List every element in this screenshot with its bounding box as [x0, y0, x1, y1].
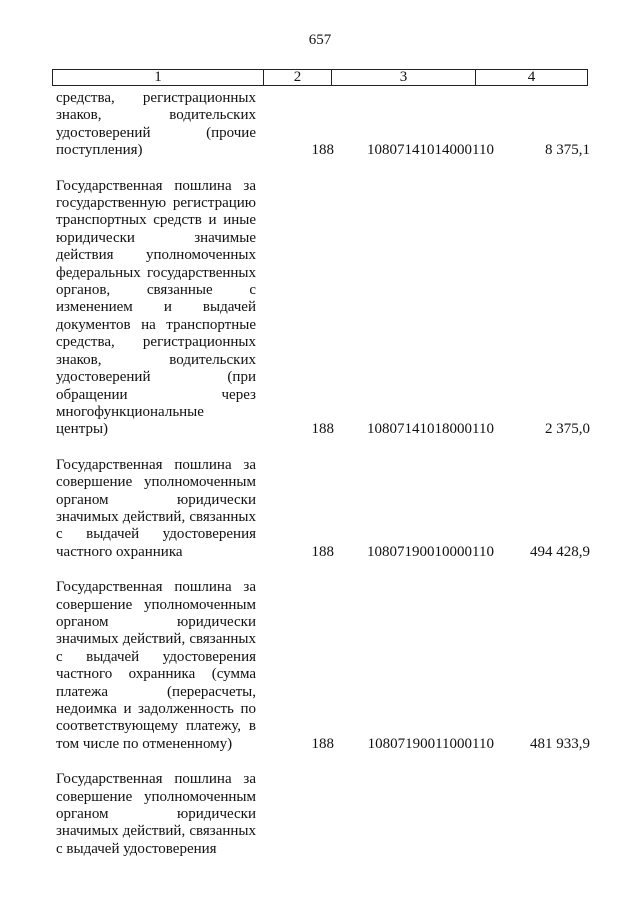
- column-header-1: 1: [53, 70, 264, 85]
- table-header-row: [52, 69, 588, 86]
- admin-code: 188: [311, 543, 334, 560]
- description-line: федеральных государственных: [56, 264, 256, 281]
- table-body: [56, 90, 590, 876]
- row-description: [56, 457, 256, 561]
- budget-classification-code: 10807190010000110: [367, 543, 494, 560]
- budget-classification-code: 10807141018000110: [367, 421, 494, 438]
- page-number: 657: [308, 32, 332, 48]
- description-line: частного охранника: [56, 543, 183, 560]
- row-description: [56, 771, 256, 858]
- description-line: многофункциональные: [56, 403, 204, 420]
- description-line: значимых действий, связанных: [56, 508, 256, 525]
- description-line: государственную регистрацию: [56, 195, 256, 212]
- description-line: с выдачей удостоверения: [56, 526, 256, 543]
- description-line: Государственная пошлина за: [56, 771, 256, 788]
- description-line: органов, связанные с: [56, 282, 256, 299]
- amount-value: 8 375,1: [545, 142, 590, 159]
- table-row: [56, 457, 590, 561]
- column-header-3: 3: [332, 70, 476, 85]
- description-line: удостоверений (при: [56, 369, 256, 386]
- description-line: органом юридически: [56, 613, 256, 630]
- budget-classification-code: 10807190011000110: [367, 735, 494, 752]
- description-line: Государственная пошлина за: [56, 456, 256, 473]
- description-line: частного охранника (сумма: [56, 666, 256, 683]
- table-row: [56, 178, 590, 439]
- row-description: [56, 579, 256, 753]
- description-line: том числе по отмененному): [56, 735, 233, 752]
- description-line: средства, регистрационных: [56, 90, 256, 106]
- admin-code: 188: [311, 735, 334, 752]
- description-line: значимых действий, связанных: [56, 823, 256, 840]
- description-line: с выдачей удостоверения: [56, 840, 217, 857]
- description-line: Государственная пошлина за: [56, 579, 256, 596]
- description-line: центры): [56, 421, 109, 438]
- amount-value: 494 428,9: [530, 543, 590, 560]
- description-line: совершение уполномоченным: [56, 474, 256, 491]
- amount-value: 2 375,0: [545, 421, 590, 438]
- amount-value: 481 933,9: [530, 735, 590, 752]
- table-row: [56, 90, 590, 160]
- description-line: совершение уполномоченным: [56, 788, 256, 805]
- description-line: транспортных средств и иные: [56, 212, 256, 229]
- description-line: совершение уполномоченным: [56, 596, 256, 613]
- description-line: поступления): [56, 142, 143, 159]
- row-description: [56, 178, 256, 439]
- description-line: удостоверений (прочие: [56, 124, 256, 141]
- row-description: [56, 90, 256, 160]
- column-header-2: 2: [264, 70, 332, 85]
- description-line: соответствующему платежу, в: [56, 718, 256, 735]
- column-header-4: 4: [527, 69, 536, 85]
- description-line: знаков, водительских: [56, 351, 256, 368]
- description-line: недоимка и задолженность по: [56, 701, 256, 717]
- description-line: юридически значимые: [56, 229, 256, 246]
- admin-code: 188: [311, 142, 334, 159]
- description-line: с выдачей удостоверения: [56, 648, 256, 665]
- budget-classification-code: 10807141014000110: [367, 142, 494, 159]
- description-line: действия уполномоченных: [56, 247, 256, 264]
- admin-code: 188: [311, 421, 334, 438]
- description-line: изменением и выдачей: [56, 299, 256, 316]
- description-line: обращении через: [56, 386, 256, 403]
- table-row: [56, 579, 590, 753]
- description-line: значимых действий, связанных: [56, 631, 256, 648]
- description-line: Государственная пошлина за: [56, 177, 256, 194]
- description-line: платежа (перерасчеты,: [56, 683, 256, 700]
- description-line: документов на транспортные: [56, 316, 256, 333]
- description-line: органом юридически: [56, 491, 256, 508]
- description-line: органом юридически: [56, 806, 256, 823]
- description-line: средства, регистрационных: [56, 334, 256, 351]
- description-line: знаков, водительских: [56, 107, 256, 124]
- table-row: [56, 771, 590, 858]
